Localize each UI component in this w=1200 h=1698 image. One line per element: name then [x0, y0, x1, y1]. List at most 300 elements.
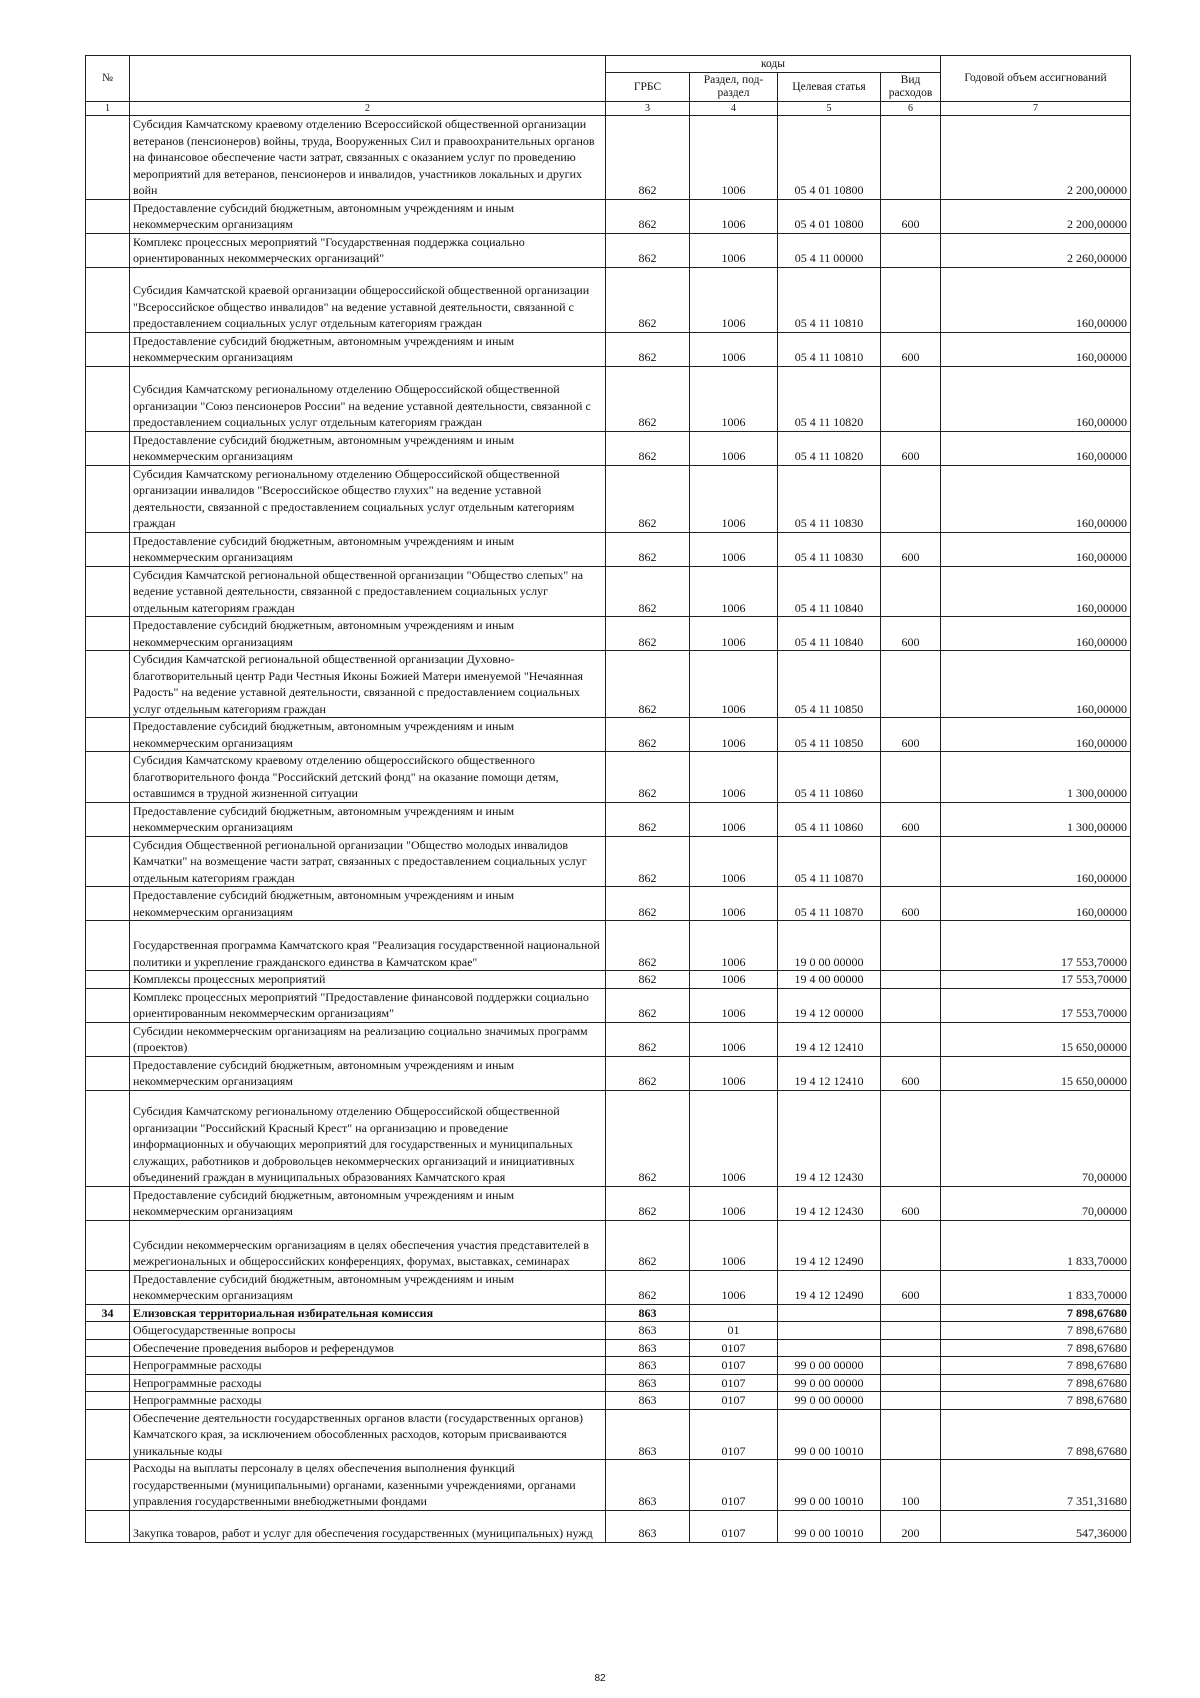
row-section: 1006: [690, 887, 778, 921]
row-grbs: 862: [606, 199, 690, 233]
row-amount: 17 553,70000: [941, 988, 1131, 1022]
row-grbs: 862: [606, 1270, 690, 1304]
table-row: [86, 1357, 1131, 1375]
col-number: 4: [690, 102, 778, 116]
row-number: [86, 116, 130, 200]
row-description: Предоставление субсидий бюджетным, автономным учреждениям и иным некоммерческим организациям: [130, 1270, 606, 1304]
row-grbs: 862: [606, 233, 690, 267]
row-grbs: 863: [606, 1322, 690, 1340]
table-row: [86, 1510, 1131, 1542]
row-description: Субсидия Камчатской региональной общественной организации "Общество слепых" на ведение уставной деятельности, связанной с предоставлением социальных услуг отдельным категориям граждан: [130, 566, 606, 617]
row-grbs: 863: [606, 1357, 690, 1375]
row-description: Государственная программа Камчатского края "Реализация государственной национальной политики и укрепление гражданского единства в Камчатском крае": [130, 921, 606, 971]
row-kind: [881, 988, 941, 1022]
row-section: 1006: [690, 116, 778, 200]
row-kind: [881, 1220, 941, 1270]
table-row: [86, 802, 1131, 836]
header-annual: Годовой объем ассигнований: [941, 56, 1131, 102]
row-number: [86, 1460, 130, 1511]
row-number: [86, 887, 130, 921]
row-kind: 600: [881, 532, 941, 566]
row-amount: 7 898,67680: [941, 1357, 1131, 1375]
row-kind: 600: [881, 1186, 941, 1220]
page-number: 82: [594, 1673, 606, 1684]
row-description: Комплексы процессных мероприятий: [130, 971, 606, 989]
table-row: [86, 971, 1131, 989]
row-target: 05 4 11 10860: [778, 802, 881, 836]
header-kind: Вид расходов: [881, 73, 941, 102]
row-number: [86, 988, 130, 1022]
row-amount: 7 898,67680: [941, 1322, 1131, 1340]
row-kind: [881, 921, 941, 971]
row-grbs: 862: [606, 116, 690, 200]
row-description: Предоставление субсидий бюджетным, автономным учреждениям и иным некоммерческим организациям: [130, 532, 606, 566]
row-section: 1006: [690, 566, 778, 617]
row-description: Субсидия Камчатскому региональному отделению Общероссийской общественной организации "Российский Красный Крест" на организацию и проведение информационных и обучающих мероприятий для государственных и муниципальных служащих, работников и добровольцев некоммерческих организаций и инициативных объединений граждан в муниципальных образованиях Камчатского края: [130, 1090, 606, 1186]
row-kind: [881, 752, 941, 803]
row-section: 0107: [690, 1510, 778, 1542]
table-row: [86, 921, 1131, 971]
row-amount: 547,36000: [941, 1510, 1131, 1542]
row-target: [778, 1304, 881, 1322]
row-section: 0107: [690, 1357, 778, 1375]
row-amount: 2 200,00000: [941, 116, 1131, 200]
row-section: 1006: [690, 718, 778, 752]
row-grbs: 862: [606, 1090, 690, 1186]
table-row: [86, 1374, 1131, 1392]
row-section: 1006: [690, 199, 778, 233]
row-kind: 200: [881, 1510, 941, 1542]
row-target: 05 4 11 10840: [778, 617, 881, 651]
table-row: [86, 1022, 1131, 1056]
row-description: Субсидия Камчатскому краевому отделению общероссийского общественного благотворительного фонда "Российский детский фонд" на оказание помощи детям, оставшимся в трудной жизненной ситуации: [130, 752, 606, 803]
row-kind: [881, 971, 941, 989]
row-amount: 1 833,70000: [941, 1270, 1131, 1304]
row-description: Субсидии некоммерческим организациям на реализацию социально значимых программ (проектов): [130, 1022, 606, 1056]
row-amount: 160,00000: [941, 651, 1131, 718]
row-grbs: 863: [606, 1460, 690, 1511]
row-number: [86, 836, 130, 887]
row-number: [86, 233, 130, 267]
row-section: 1006: [690, 1186, 778, 1220]
row-amount: 17 553,70000: [941, 971, 1131, 989]
table-row: [86, 1056, 1131, 1090]
header-row-1: [86, 56, 1131, 73]
row-section: 1006: [690, 1270, 778, 1304]
row-number: [86, 752, 130, 803]
table-row: [86, 887, 1131, 921]
row-number: [86, 566, 130, 617]
row-description: Комплекс процессных мероприятий "Предоставление финансовой поддержки социально ориентированным некоммерческим организациям": [130, 988, 606, 1022]
row-target: 05 4 11 00000: [778, 233, 881, 267]
table-row: [86, 718, 1131, 752]
row-grbs: 862: [606, 836, 690, 887]
row-number: [86, 1510, 130, 1542]
row-amount: 160,00000: [941, 566, 1131, 617]
row-target: 19 4 12 12410: [778, 1056, 881, 1090]
row-kind: 100: [881, 1460, 941, 1511]
table-row: [86, 1090, 1131, 1186]
row-kind: 600: [881, 199, 941, 233]
row-section: 1006: [690, 1056, 778, 1090]
row-description: Обеспечение деятельности государственных органов власти (государственных органов) Камчатского края, за исключением обособленных расходов, которым присваиваются уникальные коды: [130, 1409, 606, 1460]
row-amount: 160,00000: [941, 617, 1131, 651]
table-row: [86, 752, 1131, 803]
row-grbs: 862: [606, 465, 690, 532]
row-number: [86, 465, 130, 532]
row-target: [778, 1339, 881, 1357]
row-number: [86, 532, 130, 566]
header-description: [130, 56, 606, 102]
row-target: 19 4 12 12430: [778, 1186, 881, 1220]
row-number: [86, 802, 130, 836]
row-kind: 600: [881, 332, 941, 366]
row-amount: 2 200,00000: [941, 199, 1131, 233]
row-target: 19 0 00 00000: [778, 921, 881, 971]
row-grbs: 862: [606, 718, 690, 752]
row-amount: 160,00000: [941, 465, 1131, 532]
row-number: [86, 651, 130, 718]
row-target: 05 4 11 10810: [778, 332, 881, 366]
row-kind: [881, 1392, 941, 1410]
col-number: 1: [86, 102, 130, 116]
table-row: [86, 1409, 1131, 1460]
row-section: 0107: [690, 1374, 778, 1392]
row-amount: 70,00000: [941, 1186, 1131, 1220]
table-row: [86, 1322, 1131, 1340]
row-grbs: 862: [606, 971, 690, 989]
row-section: 1006: [690, 752, 778, 803]
row-target: 19 4 12 12490: [778, 1220, 881, 1270]
row-amount: 1 300,00000: [941, 752, 1131, 803]
table-row: [86, 836, 1131, 887]
row-target: 05 4 11 10820: [778, 366, 881, 431]
row-target: 19 4 12 12490: [778, 1270, 881, 1304]
row-number: [86, 971, 130, 989]
row-number: [86, 921, 130, 971]
row-amount: 160,00000: [941, 532, 1131, 566]
table-row: [86, 366, 1131, 431]
row-amount: 2 260,00000: [941, 233, 1131, 267]
row-section: 0107: [690, 1409, 778, 1460]
row-description: Предоставление субсидий бюджетным, автономным учреждениям и иным некоммерческим организациям: [130, 431, 606, 465]
col-number: 6: [881, 102, 941, 116]
table-row: [86, 988, 1131, 1022]
table-row: [86, 1220, 1131, 1270]
row-grbs: 862: [606, 1220, 690, 1270]
row-grbs: 862: [606, 431, 690, 465]
row-description: Субсидии некоммерческим организациям в целях обеспечения участия представителей в межрегиональных и общероссийских конференциях, форумах, выставках, семинарах: [130, 1220, 606, 1270]
col-number: 7: [941, 102, 1131, 116]
row-description: Субсидия Общественной региональной организации "Общество молодых инвалидов Камчатки" на возмещение части затрат, связанных с предоставлением социальных услуг отдельным категориям граждан: [130, 836, 606, 887]
row-section: 0107: [690, 1339, 778, 1357]
row-section: [690, 1304, 778, 1322]
row-description: Расходы на выплаты персоналу в целях обеспечения выполнения функций государственными (муниципальными) органами, казенными учреждениями, органами управления государственными внебюджетными фондами: [130, 1460, 606, 1511]
row-description: Предоставление субсидий бюджетным, автономным учреждениям и иным некоммерческим организациям: [130, 199, 606, 233]
row-grbs: 863: [606, 1339, 690, 1357]
row-kind: [881, 366, 941, 431]
row-kind: [881, 1090, 941, 1186]
row-kind: 600: [881, 718, 941, 752]
row-number: [86, 1270, 130, 1304]
row-kind: [881, 465, 941, 532]
row-amount: 7 898,67680: [941, 1374, 1131, 1392]
row-description: Предоставление субсидий бюджетным, автономным учреждениям и иным некоммерческим организациям: [130, 887, 606, 921]
row-number: [86, 1374, 130, 1392]
row-number: [86, 431, 130, 465]
row-description: Общегосударственные вопросы: [130, 1322, 606, 1340]
row-description: Закупка товаров, работ и услуг для обеспечения государственных (муниципальных) нужд: [130, 1510, 606, 1542]
header-no: №: [86, 56, 130, 102]
header-codes: коды: [606, 56, 941, 73]
row-target: 05 4 11 10830: [778, 532, 881, 566]
row-description: Предоставление субсидий бюджетным, автономным учреждениям и иным некоммерческим организациям: [130, 718, 606, 752]
budget-table-page: [85, 55, 1130, 1543]
row-amount: 7 898,67680: [941, 1304, 1131, 1322]
row-kind: [881, 1304, 941, 1322]
row-amount: 160,00000: [941, 836, 1131, 887]
row-kind: [881, 1339, 941, 1357]
row-number: [86, 1357, 130, 1375]
table-row: [86, 566, 1131, 617]
row-section: 1006: [690, 267, 778, 332]
row-section: 1006: [690, 617, 778, 651]
row-section: 1006: [690, 431, 778, 465]
row-target: 05 4 11 10810: [778, 267, 881, 332]
row-amount: 160,00000: [941, 366, 1131, 431]
row-description: Непрограммные расходы: [130, 1374, 606, 1392]
row-grbs: 863: [606, 1304, 690, 1322]
row-target: 05 4 11 10870: [778, 836, 881, 887]
row-kind: [881, 1409, 941, 1460]
row-number: [86, 1056, 130, 1090]
row-description: Предоставление субсидий бюджетным, автономным учреждениям и иным некоммерческим организациям: [130, 332, 606, 366]
table-row: [86, 116, 1131, 200]
row-target: 19 4 00 00000: [778, 971, 881, 989]
header-grbs: ГРБС: [606, 73, 690, 102]
row-target: 99 0 00 00000: [778, 1392, 881, 1410]
row-section: 01: [690, 1322, 778, 1340]
row-section: 1006: [690, 1220, 778, 1270]
row-grbs: 862: [606, 988, 690, 1022]
table-body: [86, 116, 1131, 1543]
row-amount: 7 351,31680: [941, 1460, 1131, 1511]
row-section: 1006: [690, 465, 778, 532]
row-number: [86, 1090, 130, 1186]
row-number: [86, 199, 130, 233]
budget-table: [85, 55, 1131, 1543]
row-section: 0107: [690, 1392, 778, 1410]
row-grbs: 862: [606, 802, 690, 836]
row-description: Субсидия Камчатской краевой организации общероссийской общественной организации "Всероссийское общество инвалидов" на ведение уставной деятельности, связанной с предоставлением социальных услуг отдельным категориям граждан: [130, 267, 606, 332]
row-kind: 600: [881, 887, 941, 921]
row-description: Обеспечение проведения выборов и референдумов: [130, 1339, 606, 1357]
row-section: 1006: [690, 802, 778, 836]
row-number: [86, 718, 130, 752]
row-target: 99 0 00 10010: [778, 1460, 881, 1511]
row-number: [86, 267, 130, 332]
row-description: Непрограммные расходы: [130, 1392, 606, 1410]
row-target: 05 4 11 10850: [778, 651, 881, 718]
table-row: [86, 199, 1131, 233]
row-grbs: 862: [606, 532, 690, 566]
row-number: [86, 617, 130, 651]
row-amount: 15 650,00000: [941, 1022, 1131, 1056]
row-target: 99 0 00 10010: [778, 1409, 881, 1460]
row-number: [86, 1022, 130, 1056]
row-grbs: 862: [606, 887, 690, 921]
row-grbs: 863: [606, 1409, 690, 1460]
table-row: [86, 1270, 1131, 1304]
row-section: 1006: [690, 651, 778, 718]
row-kind: [881, 651, 941, 718]
row-target: 05 4 01 10800: [778, 199, 881, 233]
row-description: Предоставление субсидий бюджетным, автономным учреждениям и иным некоммерческим организациям: [130, 802, 606, 836]
row-grbs: 862: [606, 752, 690, 803]
row-target: [778, 1322, 881, 1340]
table-row: [86, 465, 1131, 532]
row-number: [86, 1409, 130, 1460]
row-section: 1006: [690, 366, 778, 431]
row-target: 05 4 11 10850: [778, 718, 881, 752]
row-kind: 600: [881, 1270, 941, 1304]
table-row: [86, 651, 1131, 718]
table-row: [86, 1392, 1131, 1410]
row-amount: 1 300,00000: [941, 802, 1131, 836]
row-number: [86, 1186, 130, 1220]
col-number: 2: [130, 102, 606, 116]
row-target: 05 4 01 10800: [778, 116, 881, 200]
row-amount: 7 898,67680: [941, 1392, 1131, 1410]
row-grbs: 862: [606, 651, 690, 718]
col-number: 5: [778, 102, 881, 116]
table-row: [86, 1339, 1131, 1357]
row-amount: 160,00000: [941, 718, 1131, 752]
row-grbs: 862: [606, 332, 690, 366]
table-row: [86, 1186, 1131, 1220]
row-kind: [881, 267, 941, 332]
row-grbs: 862: [606, 1056, 690, 1090]
row-target: 05 4 11 10840: [778, 566, 881, 617]
row-grbs: 863: [606, 1392, 690, 1410]
row-grbs: 862: [606, 617, 690, 651]
row-description: Субсидия Камчатской региональной общественной организации Духовно-благотворительный центр Ради Честныя Иконы Божией Матери именуемой "Нечаянная Радость" на ведение уставной деятельности, связанной с предоставлением социальных услуг отдельным категориям граждан: [130, 651, 606, 718]
row-number: [86, 332, 130, 366]
row-grbs: 862: [606, 1022, 690, 1056]
row-kind: [881, 1374, 941, 1392]
row-description: Непрограммные расходы: [130, 1357, 606, 1375]
col-number: 3: [606, 102, 690, 116]
row-kind: 600: [881, 1056, 941, 1090]
row-section: 1006: [690, 971, 778, 989]
row-amount: 160,00000: [941, 431, 1131, 465]
row-section: 1006: [690, 1090, 778, 1186]
row-target: 99 0 00 00000: [778, 1374, 881, 1392]
row-grbs: 862: [606, 921, 690, 971]
row-kind: 600: [881, 617, 941, 651]
row-grbs: 862: [606, 1186, 690, 1220]
row-kind: [881, 233, 941, 267]
row-grbs: 862: [606, 366, 690, 431]
table-row: [86, 267, 1131, 332]
row-amount: 17 553,70000: [941, 921, 1131, 971]
row-number: [86, 366, 130, 431]
row-amount: 7 898,67680: [941, 1409, 1131, 1460]
row-number: [86, 1220, 130, 1270]
table-row: [86, 431, 1131, 465]
row-amount: 70,00000: [941, 1090, 1131, 1186]
row-target: 05 4 11 10820: [778, 431, 881, 465]
row-kind: [881, 116, 941, 200]
row-kind: [881, 1357, 941, 1375]
table-row: [86, 332, 1131, 366]
row-section: 1006: [690, 233, 778, 267]
row-kind: 600: [881, 802, 941, 836]
row-number: [86, 1322, 130, 1340]
table-row: [86, 617, 1131, 651]
row-target: 99 0 00 00000: [778, 1357, 881, 1375]
row-kind: [881, 836, 941, 887]
row-amount: 160,00000: [941, 332, 1131, 366]
row-grbs: 862: [606, 566, 690, 617]
row-description: Предоставление субсидий бюджетным, автономным учреждениям и иным некоммерческим организациям: [130, 1186, 606, 1220]
row-description: Комплекс процессных мероприятий "Государственная поддержка социально ориентированных некоммерческих организаций": [130, 233, 606, 267]
table-row: [86, 1460, 1131, 1511]
row-target: 19 4 12 12410: [778, 1022, 881, 1056]
row-section: 1006: [690, 532, 778, 566]
row-section: 1006: [690, 921, 778, 971]
header-section: Раздел, под-раздел: [690, 73, 778, 102]
row-description: Предоставление субсидий бюджетным, автономным учреждениям и иным некоммерческим организациям: [130, 617, 606, 651]
header-target: Целевая статья: [778, 73, 881, 102]
row-amount: 1 833,70000: [941, 1220, 1131, 1270]
table-row: [86, 532, 1131, 566]
row-grbs: 863: [606, 1510, 690, 1542]
row-section: 0107: [690, 1460, 778, 1511]
row-number: [86, 1339, 130, 1357]
row-target: 19 4 12 00000: [778, 988, 881, 1022]
row-description: Субсидия Камчатскому региональному отделению Общероссийской общественной организации "Союз пенсионеров России" на ведение уставной деятельности, связанной с предоставлением социальных услуг отдельным категориям граждан: [130, 366, 606, 431]
row-kind: [881, 566, 941, 617]
table-row: [86, 1304, 1131, 1322]
row-target: 05 4 11 10830: [778, 465, 881, 532]
row-section: 1006: [690, 988, 778, 1022]
row-target: 05 4 11 10860: [778, 752, 881, 803]
row-description: Елизовская территориальная избирательная комиссия: [130, 1304, 606, 1322]
row-description: Субсидия Камчатскому краевому отделению Всероссийской общественной организации ветеранов (пенсионеров) войны, труда, Вооруженных Сил и правоохранительных органов на финансовое обеспечение части затрат, связанных с оказанием услуг по проведению мероприятий для ветеранов, пенсионеров и инвалидов, участников локальных и других войн: [130, 116, 606, 200]
row-number: 34: [86, 1304, 130, 1322]
row-number: [86, 1392, 130, 1410]
row-amount: 7 898,67680: [941, 1339, 1131, 1357]
row-description: Субсидия Камчатскому региональному отделению Общероссийской общественной организации инвалидов "Всероссийское общество глухих" на ведение уставной деятельности, связанной с предоставлением социальных услуг отдельным категориям граждан: [130, 465, 606, 532]
row-grbs: 862: [606, 267, 690, 332]
row-amount: 160,00000: [941, 267, 1131, 332]
row-section: 1006: [690, 332, 778, 366]
row-target: 19 4 12 12430: [778, 1090, 881, 1186]
row-section: 1006: [690, 1022, 778, 1056]
header-col-numbers: [86, 102, 1131, 116]
row-kind: 600: [881, 431, 941, 465]
row-target: 99 0 00 10010: [778, 1510, 881, 1542]
row-amount: 160,00000: [941, 887, 1131, 921]
row-kind: [881, 1322, 941, 1340]
row-grbs: 863: [606, 1374, 690, 1392]
row-kind: [881, 1022, 941, 1056]
table-row: [86, 233, 1131, 267]
row-amount: 15 650,00000: [941, 1056, 1131, 1090]
row-section: 1006: [690, 836, 778, 887]
row-target: 05 4 11 10870: [778, 887, 881, 921]
